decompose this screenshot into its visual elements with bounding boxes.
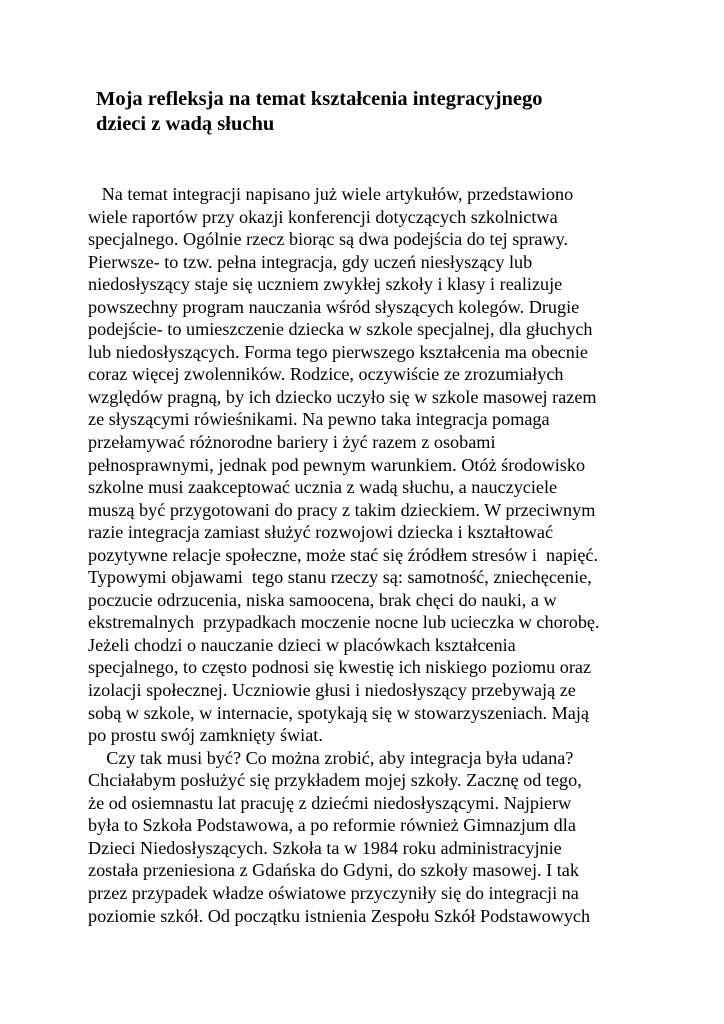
document-body [88, 183, 648, 927]
title-line-2: dzieci z wadą słuchu [96, 113, 275, 135]
body-text-line: coraz więcej zwolenników. Rodzice, oczywiście ze zrozumiałych [88, 364, 564, 385]
body-text-line: Pierwsze- to tzw. pełna integracja, gdy uczeń niesłyszący lub [88, 251, 533, 272]
body-text-line: Typowymi objawami tego stanu rzeczy są: samotność, zniechęcenie, [88, 567, 592, 588]
body-text-line: powszechny program nauczania wśród słyszących kolegów. Drugie [88, 296, 580, 317]
body-text-line: przełamywać różnorodne bariery i żyć razem z osobami [88, 432, 496, 453]
body-text-line: że od osiemnastu lat pracuję z dziećmi niedosłyszącymi. Najpierw [88, 792, 572, 813]
body-text-line: muszą być przygotowani do pracy z takim dzieckiem. W przeciwnym [88, 499, 596, 520]
body-text-line: ze słyszącymi rówieśnikami. Na pewno taka integracja pomaga [88, 409, 550, 430]
body-text-line: względów pragną, by ich dziecko uczyło się w szkole masowej razem [88, 386, 597, 407]
body-text-line: wiele raportów przy okazji konferencji dotyczących szkolnictwa [88, 206, 558, 227]
body-text-line: poziomie szkół. Od początku istnienia Zespołu Szkół Podstawowych [88, 905, 591, 926]
body-text-line: sobą w szkole, w internacie, spotykają się w stowarzyszeniach. Mają [88, 702, 589, 723]
body-text-line: Czy tak musi być? Co można zrobić, aby integracja była udana? [88, 747, 574, 768]
body-text-line: specjalnego. Ogólnie rzecz biorąc są dwa podejścia do tej sprawy. [88, 229, 569, 250]
title-line-1: Moja refleksja na temat kształcenia integracyjnego [96, 88, 543, 110]
body-text-line: izolacji społecznej. Uczniowie głusi i niedosłyszący przebywają ze [88, 680, 576, 701]
document-title [96, 87, 656, 137]
body-text-line: pozytywne relacje społeczne, może stać się źródłem stresów i napięć. [88, 544, 599, 565]
body-text-line: pełnosprawnymi, jednak pod pewnym warunkiem. Otóż środowisko [88, 454, 586, 475]
body-text-line: Dzieci Niedosłyszących. Szkoła ta w 1984 roku administracyjnie [88, 837, 562, 858]
body-text-line: była to Szkoła Podstawowa, a po reformie również Gimnazjum dla [88, 815, 576, 836]
body-text-line: Na temat integracji napisano już wiele artykułów, przedstawiono [88, 184, 574, 204]
body-text-line: niedosłyszący staje się uczniem zwykłej szkoły i klasy i realizuje [88, 274, 563, 295]
body-text-line: została przeniesiona z Gdańska do Gdyni, do szkoły masowej. I tak [88, 860, 579, 881]
body-text-line: razie integracja zamiast służyć rozwojowi dziecka i kształtować [88, 522, 554, 543]
body-text-line: specjalnego, to często podnosi się kwestię ich niskiego poziomu oraz [88, 657, 592, 678]
body-text-line: ekstremalnych przypadkach moczenie nocne lub ucieczka w chorobę. [88, 612, 600, 633]
body-text-line: Chciałabym posłużyć się przykładem mojej szkoły. Zacznę od tego, [88, 770, 582, 791]
body-text-line: po prostu swój zamknięty świat. [88, 725, 323, 746]
body-text-line: szkolne musi zaakceptować ucznia z wadą słuchu, a nauczyciele [88, 477, 558, 498]
body-text-line: poczucie odrzucenia, niska samoocena, brak chęci do nauki, a w [88, 589, 557, 610]
body-text-line: przez przypadek władze oświatowe przyczyniły się do integracji na [88, 882, 579, 903]
body-text-line: Jeżeli chodzi o nauczanie dzieci w placówkach kształcenia [88, 634, 516, 655]
body-text-line: lub niedosłyszących. Forma tego pierwszego kształcenia ma obecnie [88, 341, 588, 362]
body-text-line: podejście- to umieszczenie dziecka w szkole specjalnej, dla głuchych [88, 319, 593, 340]
